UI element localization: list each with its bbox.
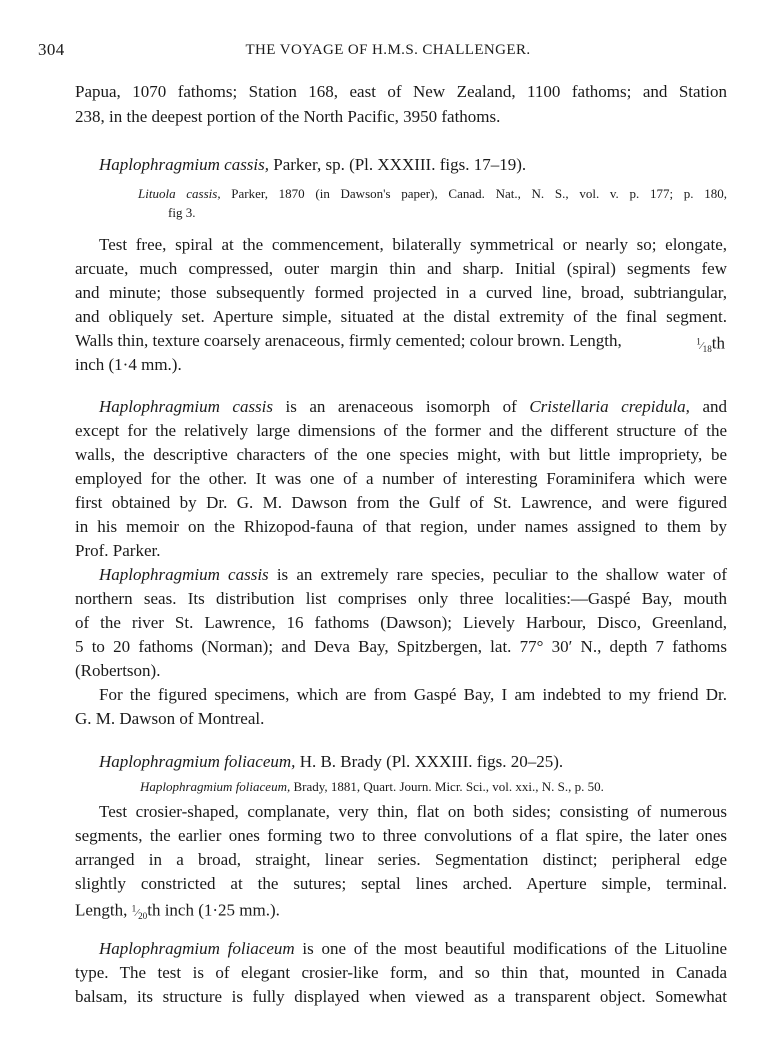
text-line: 238, in the deepest portion of the North Pacific, 3950 fathoms.	[75, 107, 501, 126]
length-fraction: $^1⁄_{18}th$	[696, 333, 725, 354]
synonym-citation: Parker, 1870 (in Dawson's paper), Canad. Nat., N. S., vol. v. p. 177; p. 180,	[220, 186, 727, 201]
text-line: except for the relatively large dimensions of the former and the different structure of the	[75, 421, 727, 440]
text-line: slightly constricted at the sutures; septal lines arched. Aperture simple, terminal.	[75, 874, 727, 893]
synonym-line	[138, 185, 727, 203]
text-fragment: and	[689, 397, 727, 416]
text-line: inch (1·4 mm.).	[75, 355, 182, 374]
text-line	[99, 396, 727, 418]
synonym-name: Lituola cassis,	[138, 186, 221, 201]
text-line: arcuate, much compressed, outer margin thin and sharp. Initial (spiral) segments few	[75, 259, 727, 278]
text-line: in his memoir on the Rhizopod-fauna of that region, under names assigned to them by	[75, 517, 727, 536]
text-line: (Robertson).	[75, 661, 161, 680]
text-line: 5 to 20 fathoms (Norman); and Deva Bay, Spitzbergen, lat. 77° 30′ N., depth 7 fathoms	[75, 637, 727, 656]
text-line: Test crosier-shaped, complanate, very thin, flat on both sides; consisting of numerous	[99, 802, 727, 821]
fraction-denominator: 18	[702, 343, 712, 354]
text-line: northern seas. Its distribution list comprises only three localities:—Gaspé Bay, mouth	[75, 589, 727, 608]
text-line: first obtained by Dr. G. M. Dawson from the Gulf of St. Lawrence, and were figured	[75, 493, 727, 512]
text-line: employed for the other. It was one of a number of interesting Foraminifera which were	[75, 469, 727, 488]
fraction-denominator: 20	[138, 910, 148, 921]
species-heading-cassis	[99, 154, 727, 176]
text-line: and minute; those subsequently formed projected in a curved line, broad, subtriangular,	[75, 283, 727, 302]
species-heading-foliaceum	[99, 751, 727, 773]
text-line: and obliquely set. Aperture simple, situated at the distal extremity of the final segment.	[75, 307, 727, 326]
fraction-numerator: 1	[131, 903, 137, 913]
species-name: Haplophragmium foliaceum,	[99, 752, 296, 771]
text-line: Papua, 1070 fathoms; Station 168, east of New Zealand, 1100 fathoms; and Station	[75, 82, 727, 101]
text-fragment: is an arenaceous isomorph of	[273, 397, 530, 416]
species-authority: Parker, sp. (Pl. XXXIII. figs. 17–19).	[269, 155, 527, 174]
synonym-name: Haplophragmium foliaceum,	[140, 779, 291, 794]
text-line	[99, 564, 727, 586]
synonym-citation: Brady, 1881, Quart. Journ. Micr. Sci., vol. xxi., N. S., p. 50.	[290, 779, 604, 794]
length-fraction: $^1⁄_{20}$	[131, 903, 148, 921]
species-name: Haplophragmium foliaceum	[99, 939, 295, 958]
fraction-suffix: th	[711, 333, 725, 353]
species-authority: H. B. Brady (Pl. XXXIII. figs. 20–25).	[295, 752, 564, 771]
text-line: of the river St. Lawrence, 16 fathoms (Dawson); Lievely Harbour, Disco, Greenland,	[75, 613, 727, 632]
synonym-line: fig 3.	[168, 205, 196, 220]
species-name: Haplophragmium cassis	[99, 565, 269, 584]
text-fragment: Walls thin, texture coarsely arenaceous, firmly cemented; colour brown. Length,	[75, 331, 622, 350]
text-line: segments, the earlier ones forming two to three convolutions of a flat spire, the later ones	[75, 826, 727, 845]
running-title: THE VOYAGE OF H.M.S. CHALLENGER.	[245, 42, 531, 58]
text-fragment: th inch (1·25 mm.).	[147, 900, 280, 920]
species-name: Haplophragmium cassis	[99, 397, 274, 416]
species-name: Haplophragmium cassis,	[99, 155, 270, 174]
text-line: Prof. Parker.	[75, 541, 161, 560]
text-line: walls, the descriptive characters of the one species might, with but little impropriety, be	[75, 445, 727, 464]
text-line: G. M. Dawson of Montreal.	[75, 709, 265, 728]
text-line: balsam, its structure is fully displayed when viewed as a transparent object. Somewhat	[75, 987, 727, 1006]
text-line	[99, 938, 727, 960]
page-number: 304	[38, 40, 65, 59]
text-line	[75, 897, 727, 927]
text-fragment: is one of the most beautiful modifications of the Lituoline	[294, 939, 727, 958]
page-header	[38, 40, 738, 64]
text-line: arranged in a broad, straight, linear series. Segmentation distinct; peripheral edge	[75, 850, 727, 869]
text-fragment: Length,	[75, 900, 132, 920]
fraction-numerator: 1	[696, 336, 701, 346]
text-line: For the figured specimens, which are from Gaspé Bay, I am indebted to my friend Dr.	[99, 685, 727, 704]
text-fragment: is an extremely rare species, peculiar to the shallow water of	[268, 565, 727, 584]
text-line: Test free, spiral at the commencement, bilaterally symmetrical or nearly so; elongate,	[99, 235, 727, 254]
synonym-line	[140, 778, 727, 796]
species-name: Cristellaria crepidula,	[529, 397, 690, 416]
text-line: type. The test is of elegant crosier-like form, and so thin that, mounted in Canada	[75, 963, 727, 982]
